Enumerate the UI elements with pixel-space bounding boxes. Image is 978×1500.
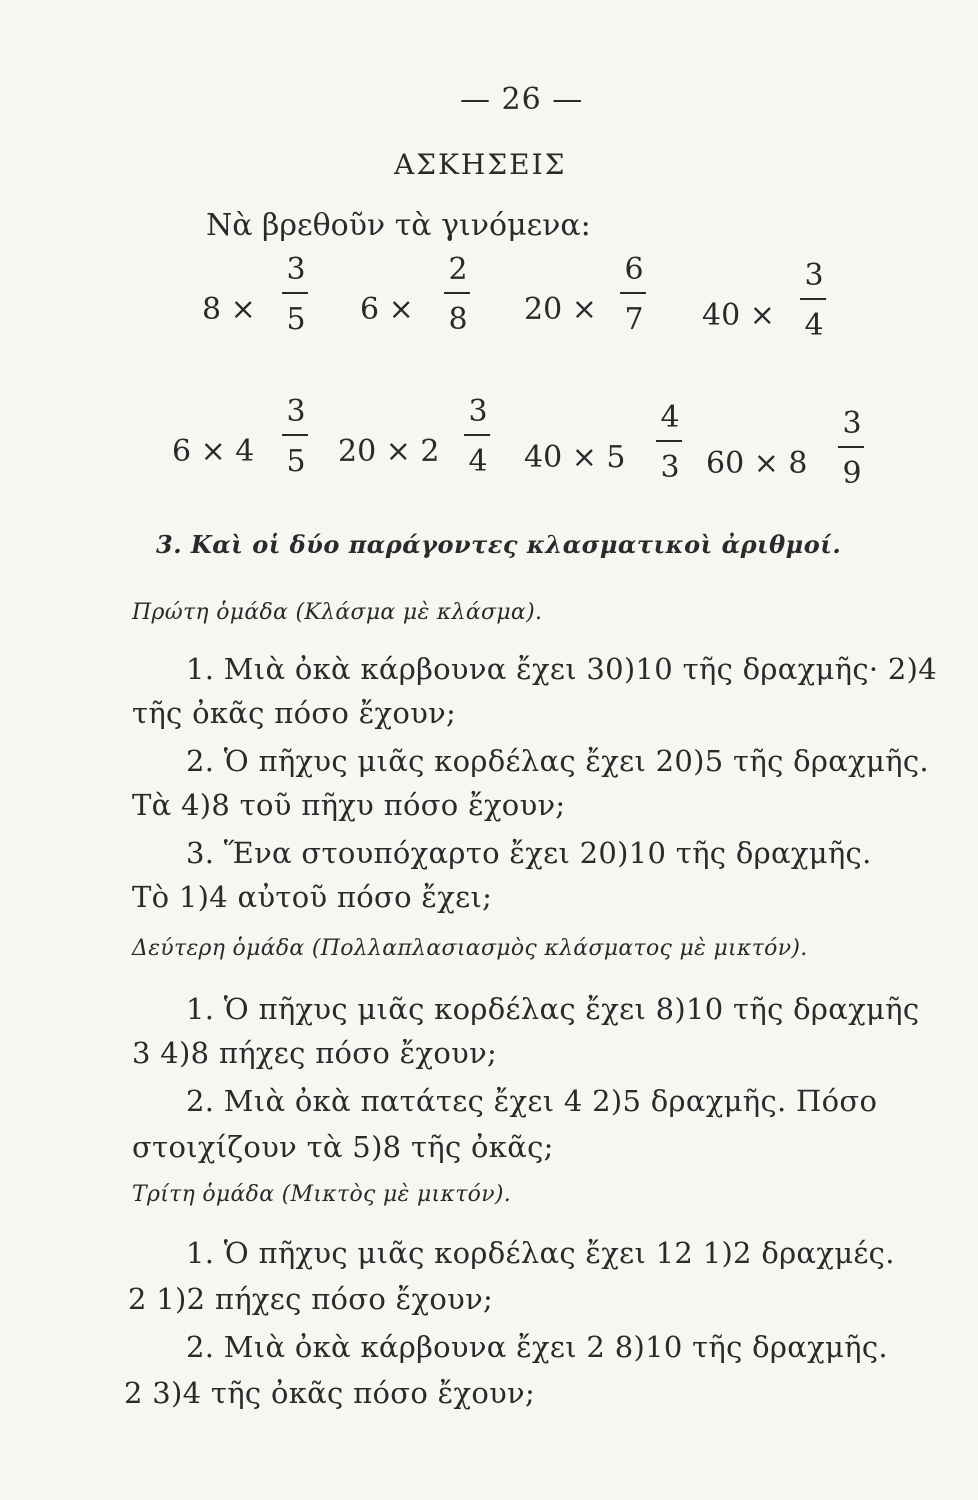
denominator: 4 (468, 444, 488, 479)
exercise-line: στοιχίζουν τὰ 5)8 τῆς ὀκᾶς; (132, 1130, 554, 1164)
whole-factor: 8 × (202, 292, 256, 327)
exercise-line: 1. Ὁ πῆχυς μιᾶς κορδέλας ἔχει 8)10 τῆς δραχμῆς (186, 992, 920, 1026)
numerator: 3 (468, 394, 488, 429)
product-expression (338, 394, 508, 514)
page-title: ΑΣΚΗΣΕΙΣ (394, 148, 567, 181)
whole-factor: 20 × 2 (338, 434, 440, 469)
exercise-line: 1. Μιὰ ὀκὰ κάρβουνα ἔχει 30)10 τῆς δραχμῆς· 2)4 (186, 652, 938, 686)
exercise-line: 1. Ὁ πῆχυς μιᾶς κορδέλας ἔχει 12 1)2 δραχμές. (186, 1236, 895, 1270)
exercise-line: 2 3)4 τῆς ὀκᾶς πόσο ἔχουν; (124, 1376, 536, 1410)
product-expression (702, 258, 842, 378)
numerator: 3 (804, 258, 824, 293)
exercise-line: 3 4)8 πήχες πόσο ἔχουν; (132, 1036, 498, 1070)
section-heading: 3. Καὶ οἱ δύο παράγοντες κλασματικοὶ ἀριθμοί. (156, 530, 842, 559)
fraction-bar (464, 434, 490, 436)
numerator: 6 (624, 252, 644, 287)
numerator: 2 (448, 252, 468, 287)
product-expression (202, 252, 322, 372)
fraction-bar (444, 292, 470, 294)
whole-factor: 40 × 5 (524, 440, 626, 475)
denominator: 5 (286, 302, 306, 337)
group-heading-2: Δεύτερη ὁμάδα (Πολλαπλασιασμὸς κλάσματος μὲ μικτόν). (132, 936, 808, 961)
numerator: 3 (842, 406, 862, 441)
fraction-bar (620, 292, 646, 294)
denominator: 8 (448, 302, 468, 337)
exercise-line: 3. Ἕνα στουπόχαρτο ἔχει 20)10 τῆς δραχμῆς. (186, 836, 872, 870)
exercise-line: τῆς ὀκᾶς πόσο ἔχουν; (132, 696, 457, 730)
product-expression (360, 252, 480, 372)
denominator: 7 (624, 302, 644, 337)
whole-factor: 20 × (524, 292, 597, 327)
fraction-bar (800, 298, 826, 300)
whole-factor: 40 × (702, 298, 775, 333)
instruction-text: Νὰ βρεθοῦν τὰ γινόμενα: (206, 208, 591, 243)
numerator: 4 (660, 400, 680, 435)
product-expression (172, 394, 322, 514)
exercise-line: 2 1)2 πήχες πόσο ἔχουν; (128, 1282, 494, 1316)
exercise-line: Τὰ 4)8 τοῦ πῆχυ πόσο ἔχουν; (132, 788, 566, 822)
whole-factor: 6 × 4 (172, 434, 255, 469)
exercise-line: 2. Ὁ πῆχυς μιᾶς κορδέλας ἔχει 20)5 τῆς δραχμῆς. (186, 744, 929, 778)
group-heading-1: Πρώτη ὁμάδα (Κλάσμα μὲ κλάσμα). (132, 600, 543, 625)
fraction-bar (656, 440, 682, 442)
numerator: 3 (286, 394, 306, 429)
fraction-bar (838, 446, 864, 448)
product-expression (524, 252, 654, 372)
exercise-line: Τὸ 1)4 αὐτοῦ πόσο ἔχει; (132, 880, 493, 914)
page-number: — 26 — (460, 82, 584, 117)
product-expression (524, 400, 694, 520)
whole-factor: 6 × (360, 292, 414, 327)
fraction-bar (282, 292, 308, 294)
denominator: 9 (842, 456, 862, 491)
denominator: 3 (660, 450, 680, 485)
product-expression (706, 406, 876, 526)
exercise-line: 2. Μιὰ ὀκὰ πατάτες ἔχει 4 2)5 δραχμῆς. Πόσο (186, 1084, 878, 1118)
whole-factor: 60 × 8 (706, 446, 808, 481)
exercise-line: 2. Μιὰ ὀκὰ κάρβουνα ἔχει 2 8)10 τῆς δραχμῆς. (186, 1330, 888, 1364)
group-heading-3: Τρίτη ὁμάδα (Μικτὸς μὲ μικτόν). (132, 1182, 512, 1207)
numerator: 3 (286, 252, 306, 287)
denominator: 5 (286, 444, 306, 479)
denominator: 4 (804, 308, 824, 343)
fraction-bar (282, 434, 308, 436)
